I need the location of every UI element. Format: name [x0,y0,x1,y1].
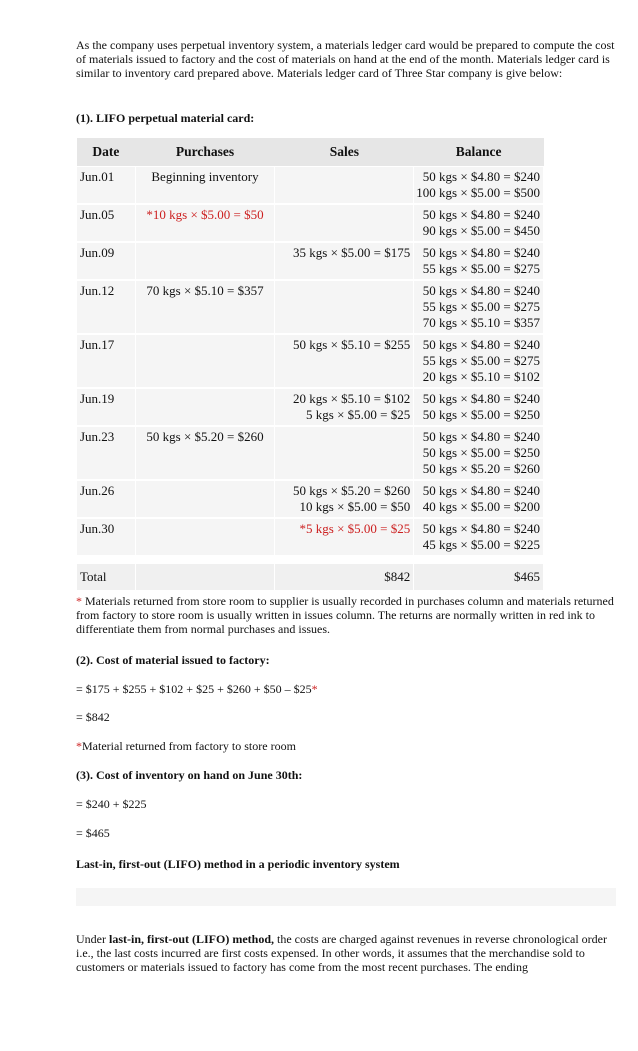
header-balance: Balance [414,138,544,167]
cell-purchases [135,167,275,205]
cell-purchases [135,280,275,334]
purchases-entry: Beginning inventory [151,169,259,184]
cell-sales [275,480,414,518]
balance-entry: 100 kgs × $5.00 = $500 [416,185,540,200]
para-under: Under [76,932,109,946]
total-balance: $465 [414,564,544,592]
cell-balance [414,204,544,242]
cell-date: Jun.23 [77,426,136,480]
cell-purchases [135,242,275,280]
cell-balance [414,334,544,388]
balance-entry: 50 kgs × $4.80 = $240 [422,483,540,498]
cell-sales [275,167,414,205]
balance-entry: 50 kgs × $4.80 = $240 [422,245,540,260]
balance-entry: 50 kgs × $4.80 = $240 [422,337,540,352]
balance-entry: 70 kgs × $5.10 = $357 [422,315,540,330]
balance-entry: 90 kgs × $5.00 = $450 [422,223,540,238]
ledger-row [77,242,544,280]
cell-date: Jun.26 [77,480,136,518]
calc1-text: = $175 + $255 + $102 + $25 + $260 + $50 – $25 [76,682,312,696]
cell-purchases [135,334,275,388]
footnote [76,739,616,753]
cell-sales [275,280,414,334]
note-text: Materials returned from store room to supplier is usually recorded in purchases column and materials returned from factory to store room is usually written in issues column. The returns are normally written in red ink to differentiate them from normal purchases and issues. [76,594,614,636]
cell-purchases [135,204,275,242]
cell-sales [275,518,414,556]
cell-date: Jun.12 [77,280,136,334]
footnote-text: Material returned from factory to store room [82,739,296,753]
cell-balance [414,518,544,556]
balance-entry: 50 kgs × $5.00 = $250 [422,407,540,422]
para-bold: last-in, first-out (LIFO) method, [109,932,274,946]
cell-purchases [135,480,275,518]
cell-balance [414,167,544,205]
gray-band [76,888,616,906]
section2-heading: (2). Cost of material issued to factory: [76,653,270,667]
cell-date: Jun.05 [77,204,136,242]
intro-paragraph: As the company uses perpetual inventory system, a materials ledger card would be prepared to compute the cost of materials issued to factory and the cost of materials on hand at the end of the month. Materials ledger card is similar to inventory card prepared above. Materials ledger card of Three Star company is give below: [76,38,615,80]
total-label: Total [77,564,136,592]
ledger-row [77,518,544,556]
footnote-asterisk: * [76,739,82,753]
balance-entry: 45 kgs × $5.00 = $225 [422,537,540,552]
calc2-line: = $240 + $225 [76,797,147,811]
note-asterisk: * [76,594,82,608]
sales-entry: 35 kgs × $5.00 = $175 [293,245,411,260]
cell-balance [414,280,544,334]
ledger-row [77,204,544,242]
ledger-row [77,280,544,334]
ledger-header-row [77,138,544,167]
balance-entry: 55 kgs × $5.00 = $275 [422,261,540,276]
cell-date: Jun.01 [77,167,136,205]
ledger-row [77,167,544,205]
cell-sales [275,426,414,480]
balance-entry: 50 kgs × $4.80 = $240 [422,169,540,184]
balance-entry: 50 kgs × $4.80 = $240 [422,391,540,406]
balance-entry: 50 kgs × $4.80 = $240 [422,521,540,536]
cell-purchases [135,388,275,426]
para-rest: the costs are charged against revenues in reverse chronological order i.e., the last costs incurred are first costs expensed. In other words, it assumes that the merchandise sold to customers or materials issued to factory has come from the most recent purchases. The ending [76,932,607,974]
cell-date: Jun.30 [77,518,136,556]
ledger-row [77,480,544,518]
cell-date: Jun.17 [77,334,136,388]
ledger-row [77,334,544,388]
calc2-result: = $465 [76,826,110,840]
ledger-total-row [77,564,544,592]
calc1-result: = $842 [76,710,110,724]
calc1-line [76,682,616,696]
sales-entry: 50 kgs × $5.10 = $255 [293,337,411,352]
balance-entry: 50 kgs × $4.80 = $240 [422,283,540,298]
balance-entry: 50 kgs × $5.20 = $260 [422,461,540,476]
cell-balance [414,242,544,280]
cell-date: Jun.19 [77,388,136,426]
total-purchases [135,564,275,592]
cell-sales [275,242,414,280]
balance-entry: 50 kgs × $4.80 = $240 [422,207,540,222]
cell-purchases [135,518,275,556]
sales-entry: 5 kgs × $5.00 = $25 [306,407,411,422]
ledger-row [77,388,544,426]
sales-entry: *5 kgs × $5.00 = $25 [299,521,411,536]
purchases-entry: 50 kgs × $5.20 = $260 [146,429,264,444]
lifo-ledger-table [76,138,544,592]
header-purchases: Purchases [135,138,275,167]
returns-note [76,594,616,636]
balance-entry: 20 kgs × $5.10 = $102 [422,369,540,384]
section1-heading: (1). LIFO perpetual material card: [76,111,255,125]
cell-purchases [135,426,275,480]
lifo-paragraph [76,932,616,974]
cell-date: Jun.09 [77,242,136,280]
balance-entry: 50 kgs × $5.00 = $250 [422,445,540,460]
cell-sales [275,334,414,388]
total-sales: $842 [275,564,414,592]
header-date: Date [77,138,136,167]
ledger-spacer [77,556,544,564]
ledger-row [77,426,544,480]
periodic-heading: Last-in, first-out (LIFO) method in a periodic inventory system [76,857,400,871]
purchases-entry: 70 kgs × $5.10 = $357 [146,283,264,298]
cell-balance [414,480,544,518]
sales-entry: 10 kgs × $5.00 = $50 [299,499,411,514]
cell-sales [275,204,414,242]
cell-sales [275,388,414,426]
balance-entry: 55 kgs × $5.00 = $275 [422,299,540,314]
ledger-body [77,167,544,557]
header-sales: Sales [275,138,414,167]
cell-balance [414,388,544,426]
balance-entry: 40 kgs × $5.00 = $200 [422,499,540,514]
section3-heading: (3). Cost of inventory on hand on June 30th: [76,768,303,782]
cell-balance [414,426,544,480]
balance-entry: 55 kgs × $5.00 = $275 [422,353,540,368]
sales-entry: 20 kgs × $5.10 = $102 [293,391,411,406]
balance-entry: 50 kgs × $4.80 = $240 [422,429,540,444]
purchases-entry: *10 kgs × $5.00 = $50 [146,207,264,222]
calc1-asterisk: * [311,682,318,696]
sales-entry: 50 kgs × $5.20 = $260 [293,483,411,498]
